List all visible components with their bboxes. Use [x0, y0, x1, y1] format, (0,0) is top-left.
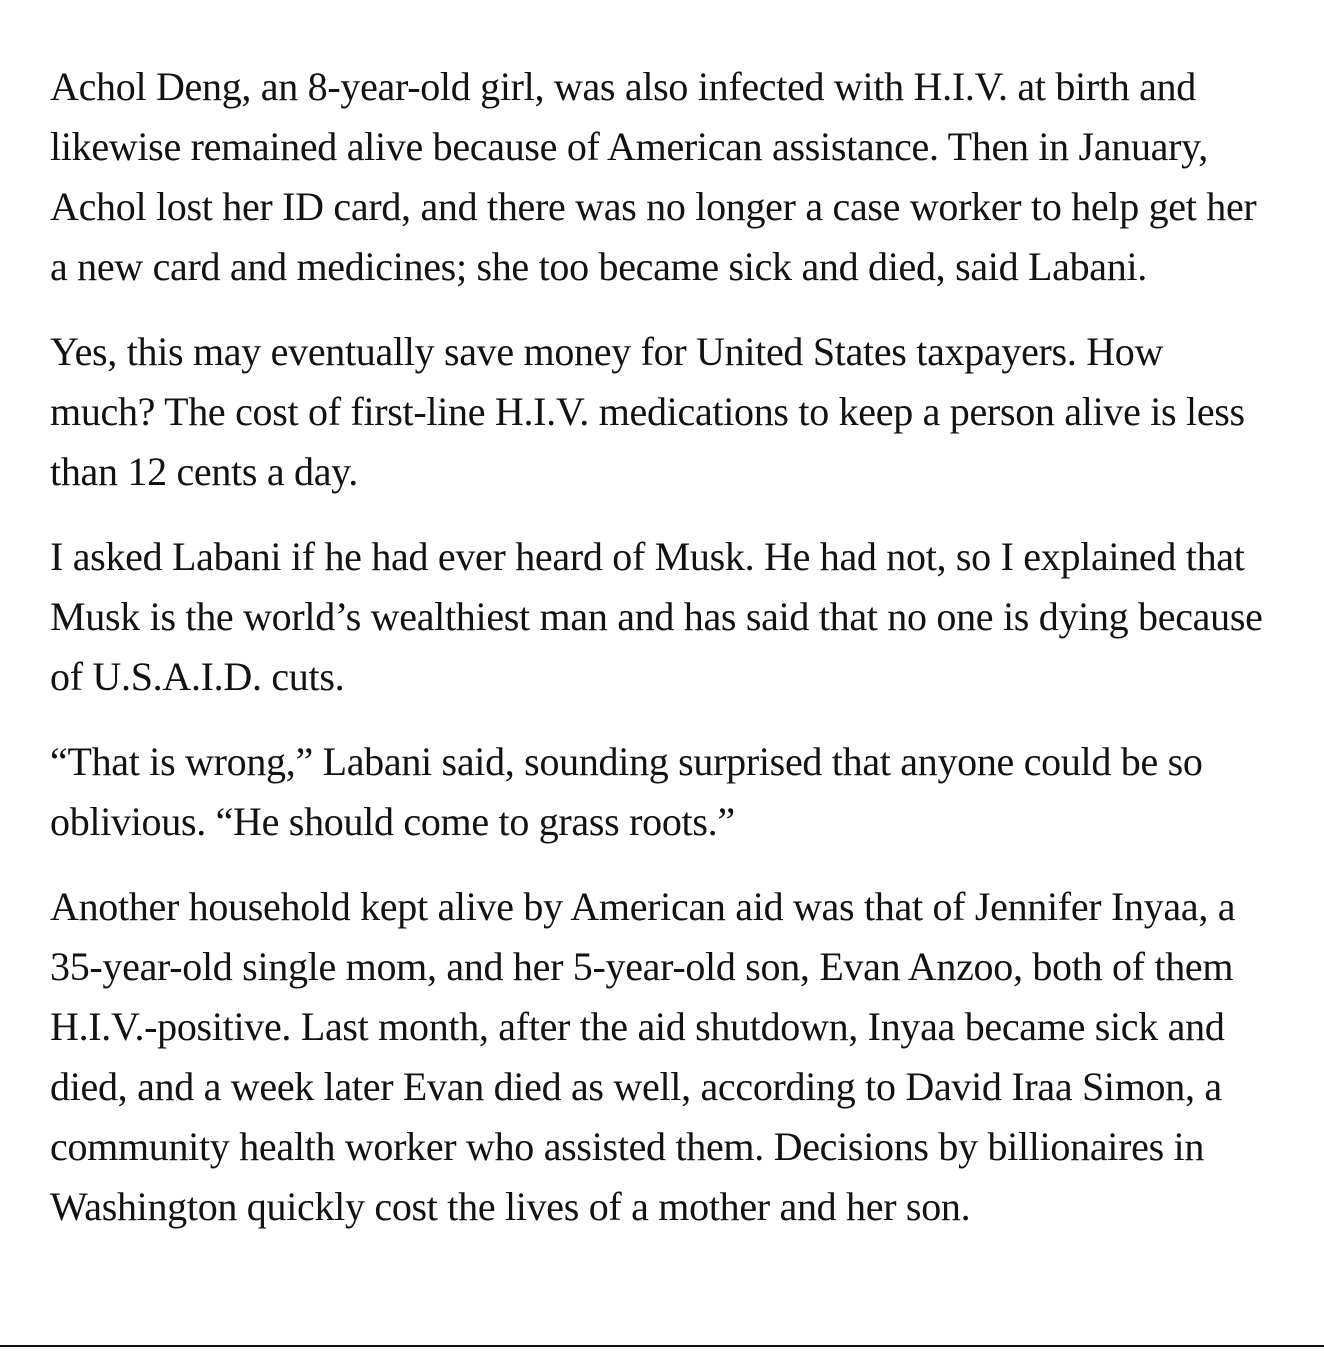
article-paragraph: I asked Labani if he had ever heard of Musk. He had not, so I explained that Musk is the world’s wealthiest man and has said that no one is dying because of U.S.A.I.D. cuts. — [50, 534, 1263, 699]
article-paragraph: Achol Deng, an 8-year-old girl, was also infected with H.I.V. at birth and likewise remained alive because of American assistance. Then in January, Achol lost her ID card, and there was no longer a case worker to help get her a new card and medicines; she too became sick and died, said Labani. — [50, 64, 1257, 289]
article-paragraph: Another household kept alive by American aid was that of Jennifer Inyaa, a 35-year-old single mom, and her 5-year-old son, Evan Anzoo, both of them H.I.V.-positive. Last month, after the aid shutdown, Inyaa became sick and died, and a week later Evan died as well, according to David Iraa Simon, a community health worker who assisted them. Decisions by billionaires in Washington quickly cost the lives of a mother and her son. — [50, 884, 1236, 1229]
article-paragraph: “That is wrong,” Labani said, sounding surprised that anyone could be so oblivious. “He should come to grass roots.” — [50, 739, 1203, 844]
bottom-divider — [0, 1345, 1324, 1347]
article-body — [50, 57, 1265, 1262]
article-paragraph: Yes, this may eventually save money for United States taxpayers. How much? The cost of first-line H.I.V. medications to keep a person alive is less than 12 cents a day. — [50, 329, 1245, 494]
